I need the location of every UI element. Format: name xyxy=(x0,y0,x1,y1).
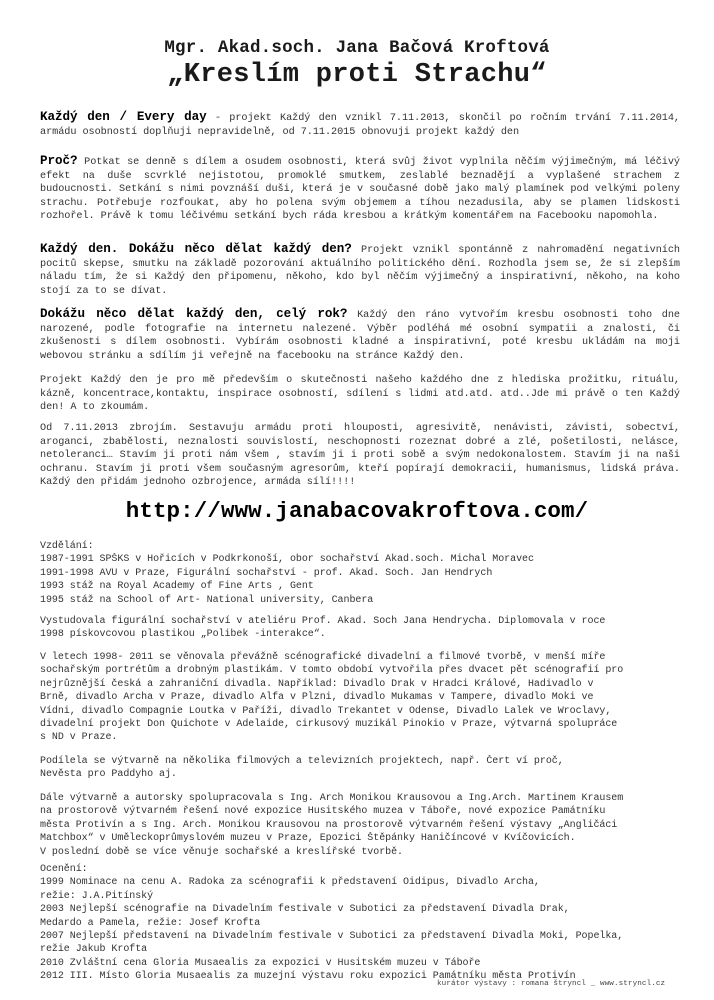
every-day-question-text: Projekt vznikl spontánně z nahromadění negativních pocitů skepse, smutku na základě pozorování aktuálního politického dění. Rozhodla jsem se, že si zlepším náladu tím, že si Každý den připomenu, někoho, kdo byl něčím výjimečný a inspirativní, někoho, na koho stojí za to se dívat. xyxy=(40,245,680,297)
cv-studies xyxy=(40,615,700,642)
army-text: Od 7.11.2013 zbrojím. Sestavuju armádu proti hlouposti, agresivitě, nenávisti, závisti, sobectví, aroganci, zbabělosti, neznalosti souvislostí, neschopnosti rozeznat dobré a zlé, pošetilosti, nelásce, netoleranci… Stavím ji proti nám všem , stavím ji i proti sobě a svým nedokonalostem. Stavím ji na naši ochranu. Stavím ji proti všem současným agresorům, kteří popírají demokracii, humanismus, lidská práva. Každý den přidám jednoho ozbrojence, armáda sílí!!!! xyxy=(40,423,680,489)
scenography-line: s ND v Praze. xyxy=(40,732,118,744)
education-item: 1991-1998 AVU v Praze, Figurální sochařství - prof. Akad. Soch. Jan Hendrych xyxy=(40,567,493,579)
why-heading: Proč? xyxy=(40,154,78,168)
award-line: Medardo a Pamela, režie: Josef Krofta xyxy=(40,917,261,929)
scenography-line: divadelní projekt Don Quichote v Adelaide, cirkusový muzikál Pinokio v Praze, výtvarná spolupráce xyxy=(40,719,618,731)
whole-year-heading: Dokážu něco dělat každý den, celý rok? xyxy=(40,307,348,321)
education-item: 1995 stáž na School of Art- National university, Canbera xyxy=(40,594,374,606)
why-text: Potkat se denně s dílem a osudem osobnosti, která svůj život vyplnila něčím výjimečným, má léčivý efekt na duše scvrklé nejistotou, promoklé smutkem, zeslablé beznadějí a vyplašené strachem z budoucnosti. Setkání s nimi povznáší duši, která je v současné době jako malý plamínek pod velkými poleny strachu. Potřebuje rozfoukat, aby ho polena svým objemem a tíhou nezadusila, aby se plamen lidskosti rozhořel. Právě k tomu léčivému setkání bych ráda kresbou a krátkým komentářem na Facebooku napomohla. xyxy=(40,157,680,223)
intro-paragraph-army xyxy=(40,422,680,490)
intro-paragraph-every-day xyxy=(40,111,680,139)
cv-collaboration xyxy=(40,792,700,859)
curator-credit: kurátor výstavy : romana štryncl _ www.stryncl.cz xyxy=(437,980,666,988)
intro-paragraph-project xyxy=(40,374,680,415)
intro-paragraph-every-day-question xyxy=(40,243,680,298)
scenography-line: sochařským portrétům a drobným plastikám. V tomto období vytvořila přes dvacet pět scénografií pro xyxy=(40,665,624,677)
collab-line: Matchbox“ v Uměleckoprůmyslovém muzeu v Praze, Epozici Štěpánky Haničíncové v Kvíčovicích. xyxy=(40,833,576,845)
cv-film xyxy=(40,755,700,782)
every-day-heading: Každý den / Every day xyxy=(40,110,207,124)
intro-paragraph-whole-year xyxy=(40,308,680,363)
awards-heading: Ocenění: xyxy=(40,864,88,875)
cv-awards xyxy=(40,863,700,984)
intro-paragraph-why xyxy=(40,155,680,224)
award-line: 2003 Nejlepší scénografie na Divadelním festivale v Subotici za představení Divadla Drak, xyxy=(40,904,570,916)
scenography-line: Vídni, divadlo Compagnie Loutka v Paříži, divadlo Trekantet v Odense, Divadlo Lalek ve Wroclavy, xyxy=(40,705,612,717)
film-line: Nevěsta pro Paddyho aj. xyxy=(40,769,177,781)
film-line: Podílela se výtvarně na několika filmových a televizních projektech, např. Čert ví proč, xyxy=(40,756,564,767)
cv-education xyxy=(40,540,700,607)
award-line: 2007 Nejlepší představení na Divadelním festivale v Subotici za představení Divadla Moki, Popelka, xyxy=(40,931,624,943)
collab-line: města Protivín a s Ing. Arch. Monikou Krausovou na prostorově výtvarném řešení výstavy „Angličáci xyxy=(40,819,618,831)
exhibition-title: „Kreslím proti Strachu“ xyxy=(167,60,547,90)
scenography-line: Brně, divadlo Archa v Praze, divadlo Alfa v Plzni, divadlo Mukamas v Tampere, divadlo Moki ve xyxy=(40,692,594,704)
collab-line: na prostorově výtvarném řešení nové expozice Husitského muzea v Táboře, nové expozice Památníku xyxy=(40,806,606,818)
scenography-line: nejrůznější česká a zahraniční divadla. Například: Divadlo Drak v Hradci Králové, Hadivadlo v xyxy=(40,678,594,690)
website-link[interactable]: http://www.janabacovakroftova.com/ xyxy=(125,498,589,524)
award-line: režie Jakub Krofta xyxy=(40,944,148,956)
every-day-question-heading: Každý den. Dokážu něco dělat každý den? xyxy=(40,242,352,256)
author-name: Mgr. Akad.soch. Jana Bačová Kroftová xyxy=(164,38,550,58)
scenography-line: V letech 1998- 2011 se věnovala převážně scénografické divadelní a filmové tvorbě, v menší míře xyxy=(40,652,606,663)
collab-line: V poslední době se více věnuje sochařské a kreslířské tvorbě. xyxy=(40,846,404,858)
whole-year-text: Každý den ráno vytvořím kresbu osobnosti toho dne narozené, podle fotografie na internetu nalezené. Výběr podléhá mé osobní sympatii a znalosti, či zkušenosti s dílem osobnosti. Vybírám osobnosti kladné a inspirativní, poté kresbu ukládám na moji webovou stránku a sdílím ji veřejně na facebooku na stránce Každý den. xyxy=(40,310,680,362)
studies-line: 1998 pískovcovou plastikou „Polibek -interakce“. xyxy=(40,629,326,641)
award-line: 2012 III. Místo Gloria Musaealis za muzejní výstavu roku expozici Památníku města Protivín xyxy=(40,971,576,983)
project-text: Projekt Každý den je pro mě především o skutečnosti našeho každého dne z hlediska prožitku, rituálu, kázně, koncentrace,kontaktu, inspirace osobností, sdílení s lidmi atd.atd. atd..Jde mi právě o ten Každý den! A to zkoumám. xyxy=(40,375,680,414)
every-day-text: - projekt Každý den vznikl 7.11.2013, skončil po ročním trvání 7.11.2014, armádu osobností doplňuji nepravidelně, od 7.11.2015 obnovuji projekt každý den xyxy=(40,113,680,138)
education-heading: Vzdělání: xyxy=(40,541,94,552)
cv-scenography xyxy=(40,651,700,745)
award-line: režie: J.A.Pitínský xyxy=(40,890,154,902)
education-item: 1993 stáž na Royal Academy of Fine Arts , Gent xyxy=(40,581,314,593)
education-item: 1987-1991 SPŠKS v Hořicích v Podkrkonoší, obor sochařství Akad.soch. Michal Moravec xyxy=(40,554,534,566)
award-line: 1999 Nominace na cenu A. Radoka za scénografii k představení Oidipus, Divadlo Archa, xyxy=(40,877,540,889)
award-line: 2010 Zvláštní cena Gloria Musaealis za expozici v Husitském muzeu v Táboře xyxy=(40,957,481,969)
studies-line: Vystudovala figurální sochařství v ateliéru Prof. Akad. Soch Jana Hendrycha. Diplomovala v roce xyxy=(40,616,606,627)
collab-line: Dále výtvarně a autorsky spolupracovala s Ing. Arch Monikou Krausovou a Ing.Arch. Martinem Krausem xyxy=(40,793,624,804)
